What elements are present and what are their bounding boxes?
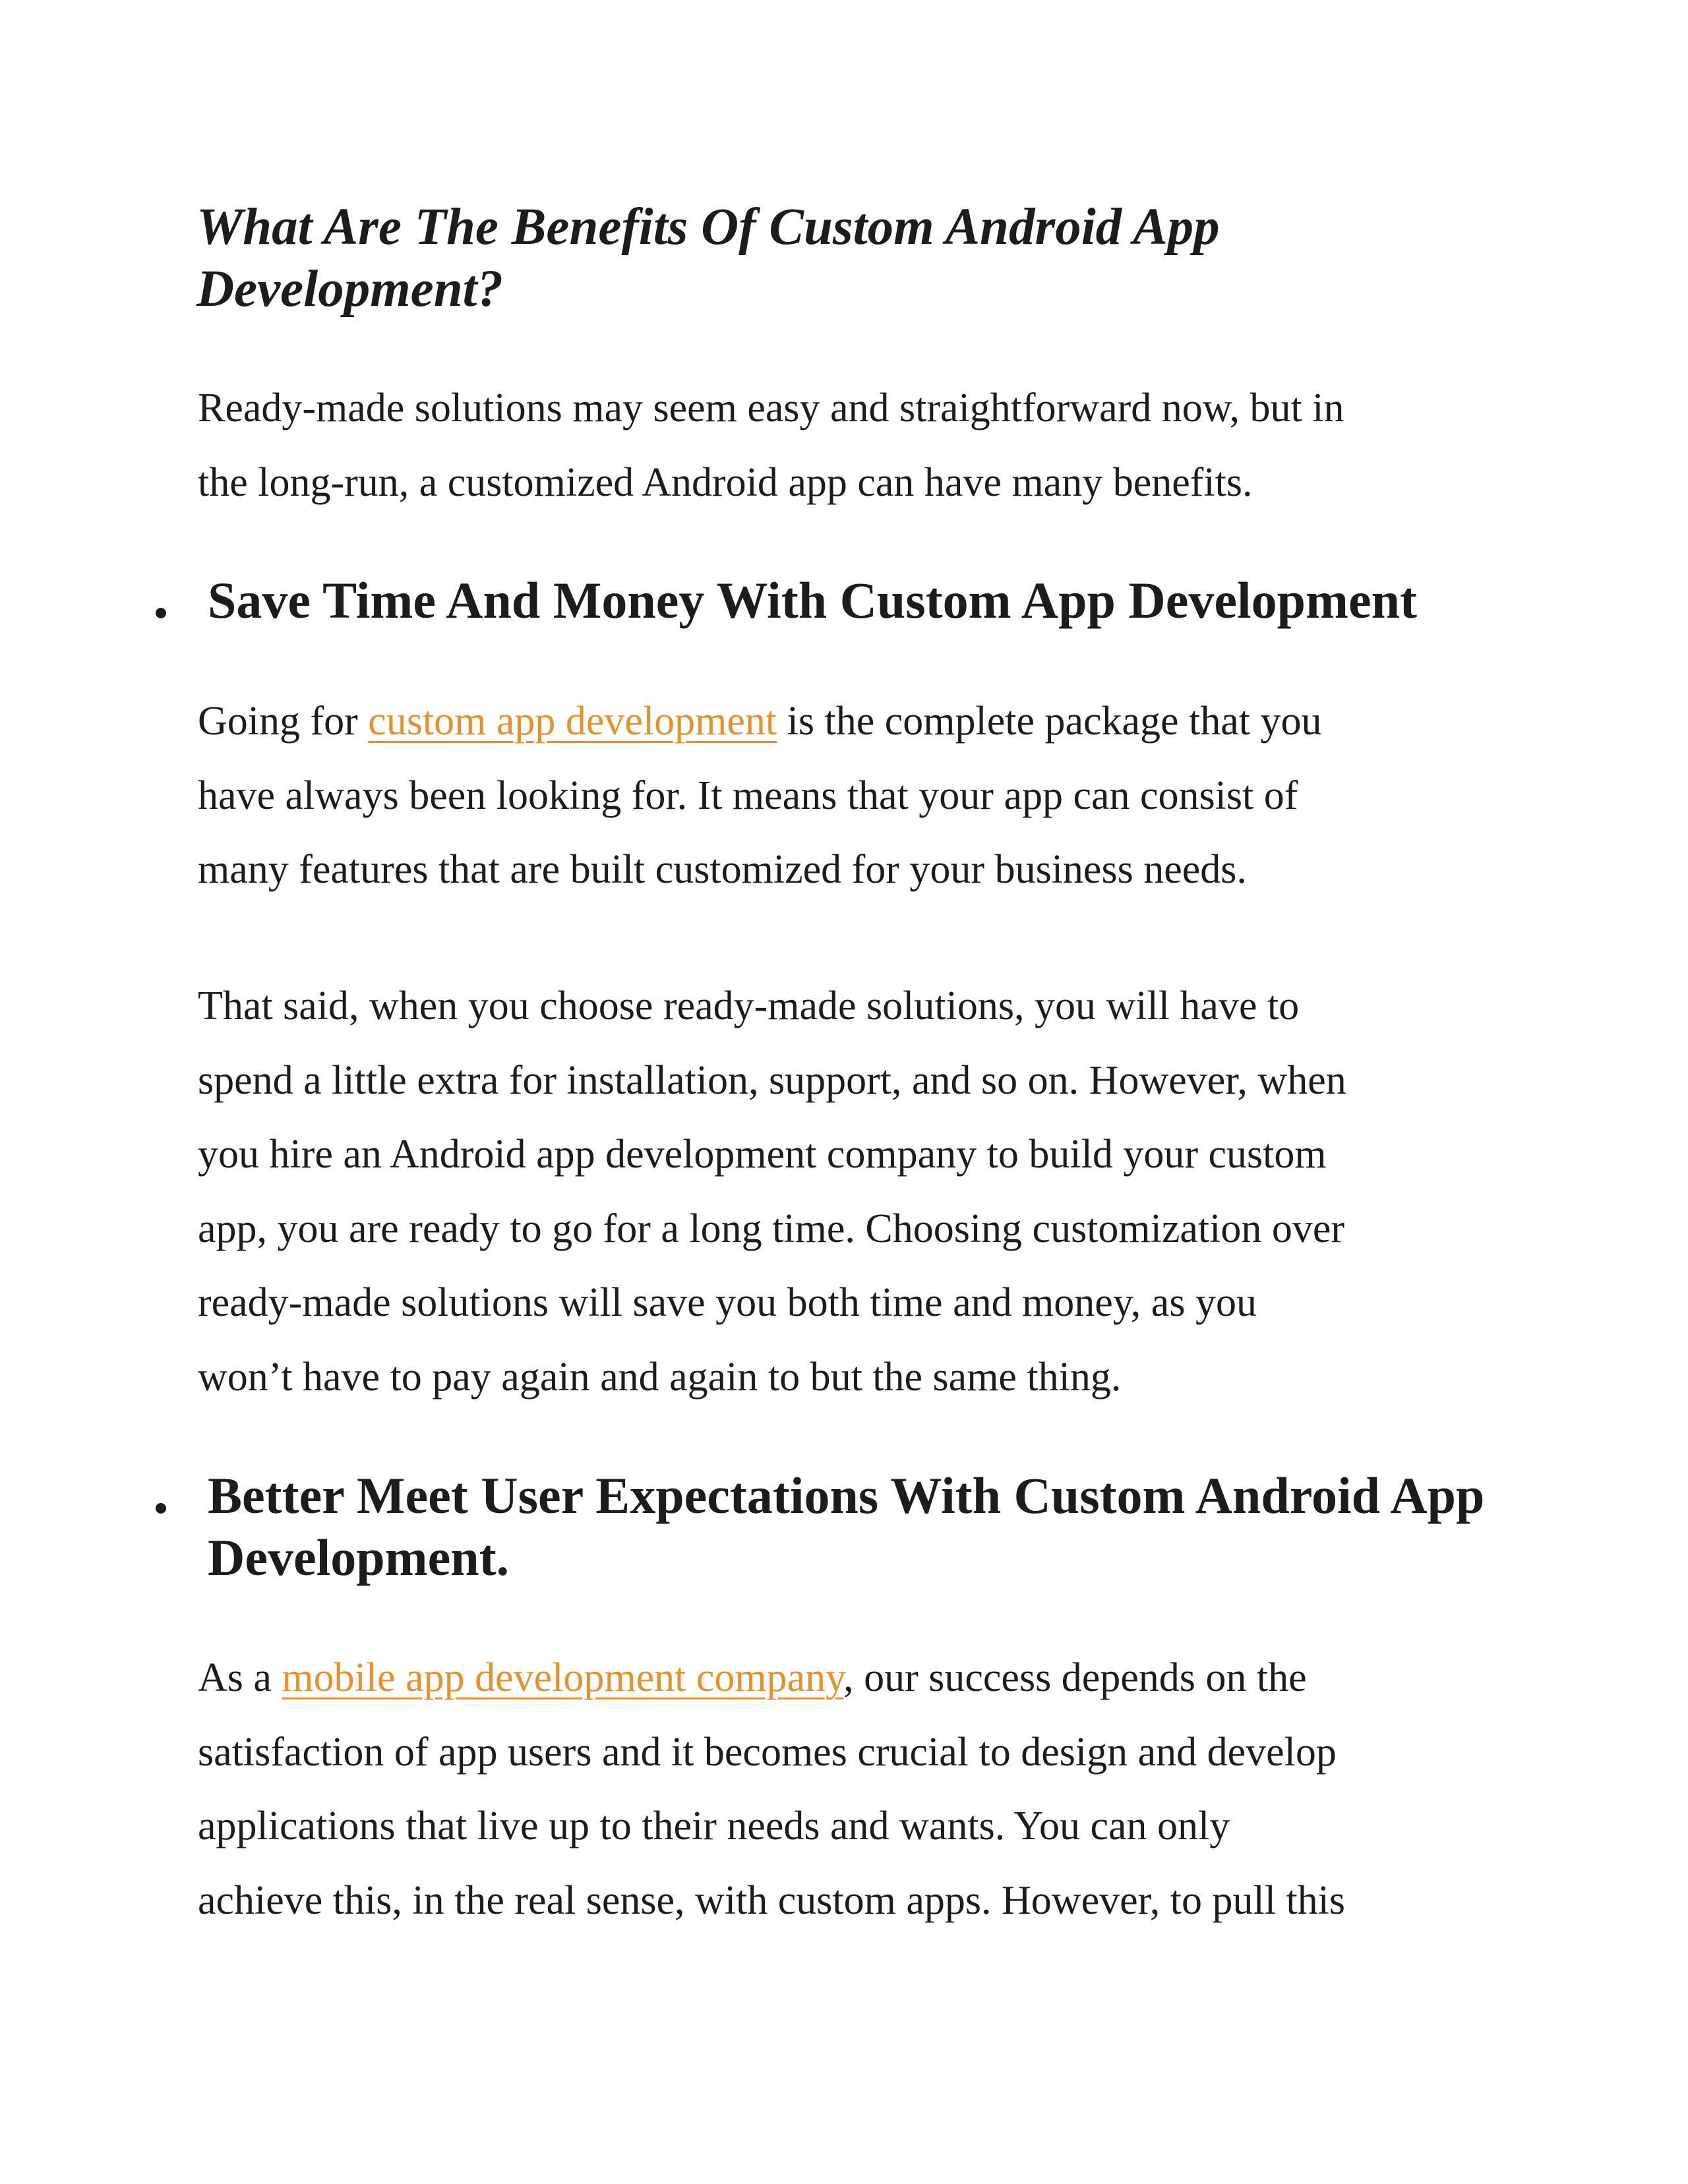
section-2-title-line-1: Better Meet User Expectations With Custom Android App [208, 1467, 1485, 1524]
text-span: Going for [198, 699, 369, 744]
text-span: is the complete package that you [777, 699, 1322, 744]
section-2-title [208, 1465, 1500, 1589]
section-1-p2-line-1: That said, when you choose ready-made solutions, you will have to [198, 984, 1300, 1028]
section-2-p1-line-1 [198, 1641, 1490, 1715]
bullet-icon [156, 608, 166, 618]
section-1-p1-line-2: have always been looking for. It means that your app can consist of [198, 773, 1298, 818]
section-2-paragraph-1 [198, 1641, 1490, 1937]
section-1-p2-line-2: spend a little extra for installation, support, and so on. However, when [198, 1057, 1346, 1103]
section-1-p2-line-6: won’t have to pay again and again to but the same thing. [198, 1354, 1122, 1400]
bullet-icon [156, 1503, 166, 1514]
intro-line-1: Ready-made solutions may seem easy and straightforward now, but in [198, 386, 1344, 430]
section-1-p1-line-3: many features that are built customized for your business needs. [198, 847, 1247, 892]
section-1-p2-line-4: app, you are ready to go for a long time. Choosing customization over [198, 1206, 1345, 1251]
intro-line-2: the long-run, a customized Android app can have many benefits. [198, 459, 1253, 505]
section-2-p1-line-2: satisfaction of app users and it becomes crucial to design and develop [198, 1729, 1337, 1775]
article-heading [196, 196, 1489, 320]
section-1-paragraph-2 [198, 969, 1490, 1414]
section-2-p1-line-4: achieve this, in the real sense, with custom apps. However, to pull this [198, 1877, 1346, 1923]
heading-line-2: Development? [196, 260, 504, 318]
section-2-bullet [156, 1465, 1488, 1597]
mobile-app-development-company-link[interactable]: mobile app development company [282, 1655, 844, 1700]
text-span: , our success depends on the [843, 1655, 1307, 1700]
intro-paragraph [198, 371, 1490, 519]
section-2-title-line-2: Development. [208, 1529, 510, 1586]
custom-app-development-link[interactable]: custom app development [368, 699, 777, 744]
section-2-p1-line-3: applications that live up to their needs and wants. You can only [198, 1804, 1230, 1848]
section-1-title-text: Save Time And Money With Custom App Development [208, 572, 1417, 629]
section-1-p2-line-3: you hire an Android app development company to build your custom [198, 1132, 1327, 1177]
section-1-p2-line-5: ready-made solutions will save you both time and money, as you [198, 1280, 1257, 1325]
section-1-bullet [156, 570, 1488, 635]
section-1-paragraph-1 [198, 684, 1490, 907]
section-1-p1-line-1 [198, 684, 1490, 759]
section-1-title [208, 570, 1500, 632]
heading-line-1: What Are The Benefits Of Custom Android App [196, 198, 1220, 256]
text-span: As a [198, 1655, 282, 1700]
